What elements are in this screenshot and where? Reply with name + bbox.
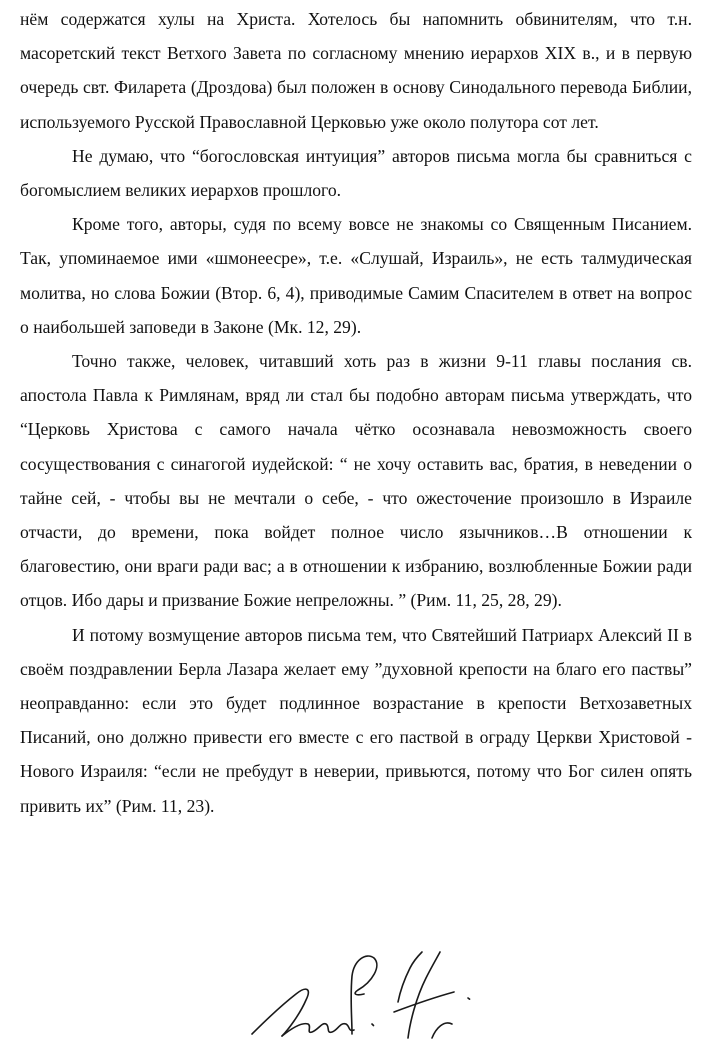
paragraph-4: Точно также, человек, читавший хоть раз в жизни 9-11 главы послания св. апостола Павла к Римлянам, вряд ли стал бы подобно авторам письма утверждать, что “Церковь Христова с самого начала чётко осознавала невозможность своего сосуществования с синагогой иудейской: “ не хочу оставить вас, братия, в неведении о тайне сей, - чтобы вы не мечтали о себе, - что ожесточение произошло в Израиле отчасти, до времени, пока войдет полное число язычников…В отношении к благовестию, они враги ради вас; а в отношении к избранию, возлюбленные Божии ради отцов. Ибо дары и призвание Божие непреложны. ” (Рим. 11, 25, 28, 29). [20, 351, 692, 611]
paragraph-2: Не думаю, что “богословская интуиция” авторов письма могла бы сравниться с богомыслием великих иерархов прошлого. [20, 145, 692, 201]
paragraph-5: И потому возмущение авторов письма тем, что Святейший Патриарх Алексий II в своём поздравлении Берла Лазара желает ему ”духовной крепости на благо его паствы” неоправданно: если это будет подлинное возрастание в крепости Ветхозаветных Писаний, оно должно привести его вместе с его паствой в ограду Церкви Христовой - Нового Израиля: “если не пребудут в неверии, привьются, потому что Бог силен опять привить их” (Рим. 11, 23). [20, 624, 692, 816]
handwritten-signature [248, 938, 488, 1056]
paragraph-3: Кроме того, авторы, судя по всему вовсе не знакомы со Священным Писанием. Так, упоминаемое ими «шмонеесре», т.е. «Слушай, Израиль», не есть талмудическая молитва, но слова Божии (Втор. 6, 4), приводимые Самим Спасителем в ответ на вопрос о наибольшей заповеди в Законе (Мк. 12, 29). [20, 214, 692, 337]
paragraph-1: нём содержатся хулы на Христа. Хотелось бы напомнить обвинителям, что т.н. масоретский текст Ветхого Завета по согласному мнению иерархов XIX в., и в первую очередь свт. Филарета (Дроздова) был положен в основу Синодального перевода Библии, используемого Русской Православной Церковью уже около полутора сот лет. [20, 9, 692, 132]
document-body [20, 2, 692, 823]
